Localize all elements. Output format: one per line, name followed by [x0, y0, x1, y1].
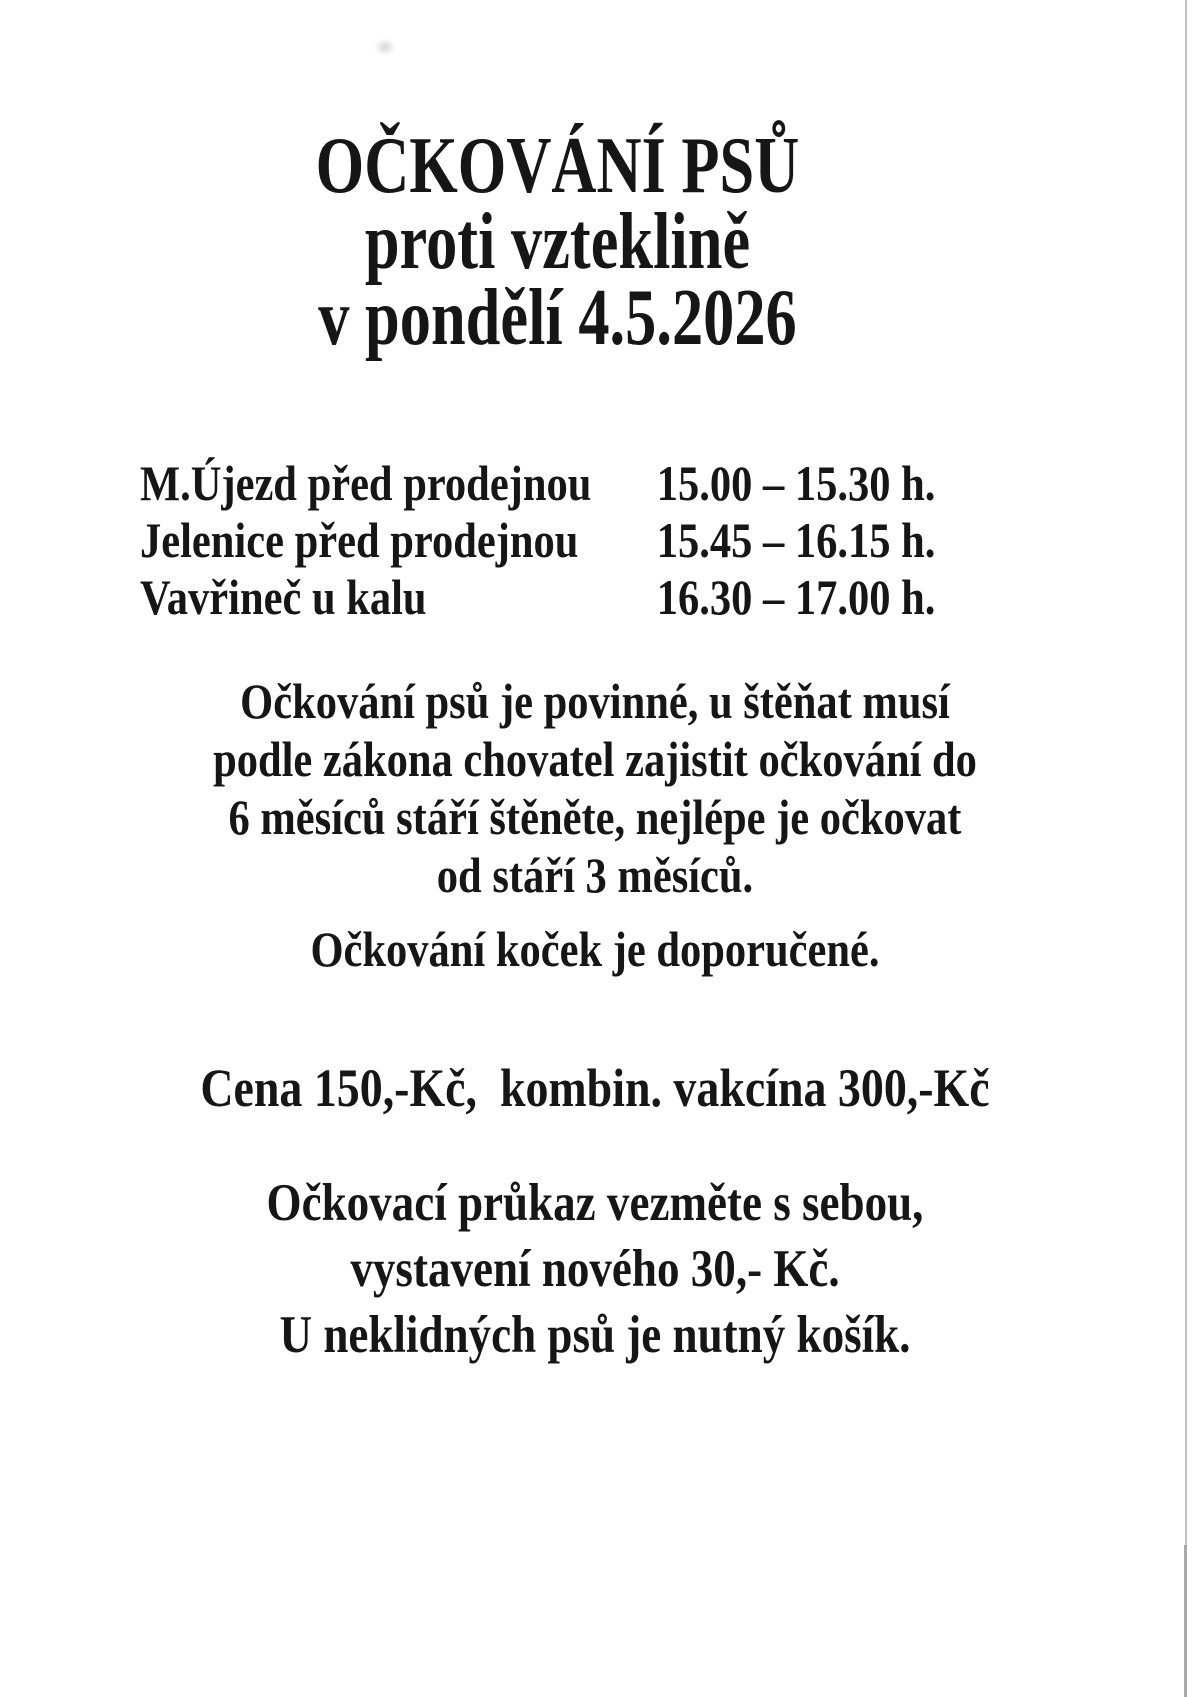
footer-line-2: vystavení nového 30,- Kč.: [350, 1240, 840, 1298]
info-line-1: Očkování psů je povinné, u štěňat musí: [240, 673, 950, 729]
title-line-3: v pondělí 4.5.2026: [318, 274, 797, 362]
schedule-place: M.Újezd před prodejnou: [140, 455, 592, 511]
info-line-3: 6 měsíců stáří štěněte, nejlépe je očkovat: [228, 789, 962, 845]
title-line-2: proti vzteklině: [364, 198, 751, 286]
scan-edge-artifact: [1185, 0, 1187, 1697]
scan-edge-artifact-dark: [1184, 1545, 1187, 1697]
footer-line-1: Očkovací průkaz vezměte s sebou,: [266, 1174, 924, 1232]
info-paragraph: [89, 672, 1101, 978]
footer-line-3: U neklidných psů je nutný košík.: [279, 1306, 911, 1364]
info-line-2: podle zákona chovatel zajistit očkování do: [213, 731, 977, 787]
info-line-4: od stáří 3 měsíců.: [436, 847, 754, 903]
poster-title: [123, 122, 993, 362]
schedule-time: 15.00 – 15.30 h.: [656, 455, 936, 511]
schedule-time: 16.30 – 17.00 h.: [656, 569, 936, 625]
footer-notes: [89, 1170, 1101, 1368]
schedule-time: 15.45 – 16.15 h.: [656, 512, 936, 568]
schedule-row: [140, 512, 1041, 569]
schedule-place: Vavřineč u kalu: [140, 569, 427, 625]
price-line: Cena 150,-Kč, kombin. vakcína 300,-Kč: [200, 1058, 990, 1118]
vaccination-schedule: [140, 455, 1041, 626]
title-line-1: OČKOVÁNÍ PSŮ: [315, 122, 800, 210]
schedule-place: Jelenice před prodejnou: [140, 512, 579, 568]
schedule-row: [140, 455, 1041, 512]
schedule-row: [140, 569, 1041, 626]
cats-note: Očkování koček je doporučené.: [310, 921, 880, 977]
scan-smudge-artifact: [378, 42, 392, 52]
